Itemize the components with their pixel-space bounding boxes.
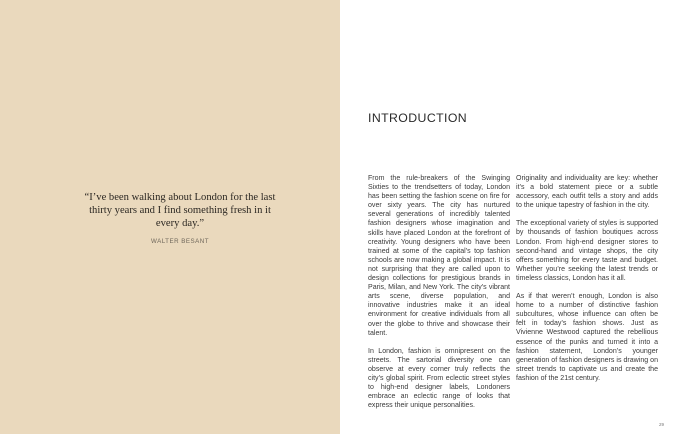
quote-author: WALTER BESANT: [150, 238, 210, 245]
text-column-2: [516, 174, 658, 392]
paragraph: As if that weren’t enough, London is also home to a number of distinctive fashion subcultures, whose influence can often be felt in today’s fashion shows. Just as Vivienne Westwood captured the rebellious essence of the punks and turned it into a fashion statement, London’s younger generation of fashion designers is drawing on street trends to captivate us and create the fashion of the 21st century.: [516, 293, 658, 382]
paragraph: Originality and individuality are key: whether it’s a bold statement piece or a subtle accessory, each outfit tells a story and adds to the unique tapestry of fashion in the city.: [516, 175, 658, 210]
pull-quote: [80, 191, 280, 245]
paragraph: In London, fashion is omnipresent on the streets. The sartorial diversity one can observe at every corner truly reflects the city’s global spirit. From eclectic street styles to high-end designer labels, Londoners embrace an eclectic range of looks that express their unique personalities.: [368, 347, 510, 410]
paragraph: From the rule-breakers of the Swinging Sixties to the trendsetters of today, London has been setting the fashion scene on fire for over sixty years. The city has nurtured several generations of incredibly talented fashion designers whose imagination and skills have placed London at the forefront of creativity. Young designers who have been trained at some of the capital’s top fashion schools are now making a global impact. It is not surprising that they are called upon to design collections for prestigious brands in Paris, Milan, and New York. The city’s vibrant arts scene, diverse population, and innovative industries make it an ideal environment for creative individuals from all over the globe to thrive and showcase their talent.: [368, 175, 510, 337]
text-column-1: [368, 174, 510, 419]
right-page-panel: [340, 0, 680, 434]
paragraph: The exceptional variety of styles is supported by thousands of fashion boutiques across London. From high-end designer stores to second-hand and vintage shops, the city offers something for every taste and budget. Whether you’re seeking the latest trends or timeless classics, London has it all.: [516, 220, 658, 282]
section-heading: INTRODUCTION: [368, 111, 468, 126]
page-number: 29: [658, 422, 664, 427]
quote-text: “I’ve been walking about London for the last thirty years and I find something fresh in it every day.”: [84, 192, 276, 229]
